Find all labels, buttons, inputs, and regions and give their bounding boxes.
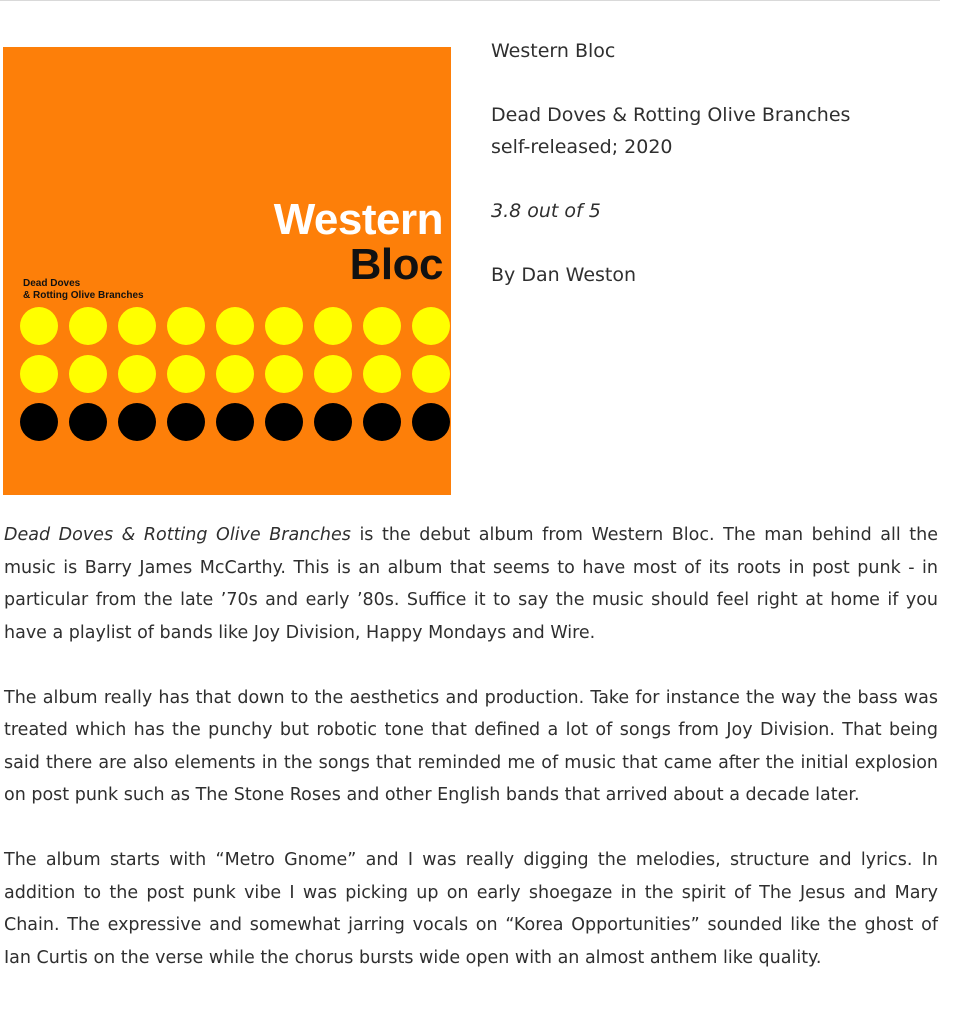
album-title-inline: Dead Doves & Rotting Olive Branches	[4, 525, 351, 545]
yellow-dot	[216, 307, 254, 345]
black-dot	[265, 403, 303, 441]
cover-title	[274, 197, 443, 287]
cover-subtitle-line2: & Rotting Olive Branches	[23, 290, 144, 301]
yellow-dot	[412, 355, 450, 393]
yellow-dot	[69, 307, 107, 345]
black-dot	[118, 403, 156, 441]
cover-title-line1: Western	[273, 195, 443, 244]
yellow-dot	[265, 307, 303, 345]
cover-subtitle	[23, 278, 144, 302]
yellow-dot	[412, 307, 450, 345]
cover-title-line2: Bloc	[349, 240, 443, 289]
rating: 3.8 out of 5	[491, 200, 601, 222]
black-dot	[167, 403, 205, 441]
yellow-dot	[20, 355, 58, 393]
yellow-dot	[265, 355, 303, 393]
review-paragraph-2: The album really has that down to the aesthetics and production. Take for instance the way the bass was treated which has the punchy but robotic tone that defined a lot of songs from Joy Division. That being said there are also elements in the songs that reminded me of music that came after the initial explosion on post punk such as The Stone Roses and other English bands that arrived about a decade later.	[4, 687, 938, 805]
artist-name: Western Bloc	[491, 40, 616, 62]
cover-subtitle-line1: Dead Doves	[23, 278, 81, 289]
black-dot	[20, 403, 58, 441]
album-cover-image	[3, 47, 451, 495]
byline: By Dan Weston	[491, 264, 637, 286]
review-body	[4, 519, 938, 974]
yellow-dot	[167, 355, 205, 393]
review-paragraph-1-text: is the debut album from Western Bloc. The man behind all the music is Barry James McCarthy. This is an album that seems to have most of its roots in post punk - in particular from the late ’70s and early ’80s. Suffice it to say the music should feel right at home if you have a playlist of bands like Joy Division, Happy Mondays and Wire.	[4, 525, 938, 643]
black-dot	[216, 403, 254, 441]
yellow-dot	[314, 307, 352, 345]
black-dot	[69, 403, 107, 441]
black-dot	[314, 403, 352, 441]
yellow-dot	[20, 307, 58, 345]
yellow-dot	[167, 307, 205, 345]
review-paragraph-3: The album starts with “Metro Gnome” and I was really digging the melodies, structure and lyrics. In addition to the post punk vibe I was picking up on early shoegaze in the spirit of The Jesus and Mary Chain. The expressive and somewhat jarring vocals on “Korea Opportunities” sounded like the ghost of Ian Curtis on the verse while the chorus bursts wide open with an almost anthem like quality.	[4, 850, 938, 968]
album-title: Dead Doves & Rotting Olive Branches	[491, 104, 851, 126]
yellow-dot	[363, 355, 401, 393]
review-paragraph-1	[4, 519, 938, 649]
black-dot	[412, 403, 450, 441]
review-meta	[491, 35, 931, 291]
top-divider	[0, 0, 940, 1]
yellow-dot	[118, 355, 156, 393]
yellow-dot	[363, 307, 401, 345]
yellow-dot	[216, 355, 254, 393]
yellow-dot	[314, 355, 352, 393]
release-info: self-released; 2020	[491, 136, 673, 158]
yellow-dot	[69, 355, 107, 393]
black-dot	[363, 403, 401, 441]
yellow-dot	[118, 307, 156, 345]
